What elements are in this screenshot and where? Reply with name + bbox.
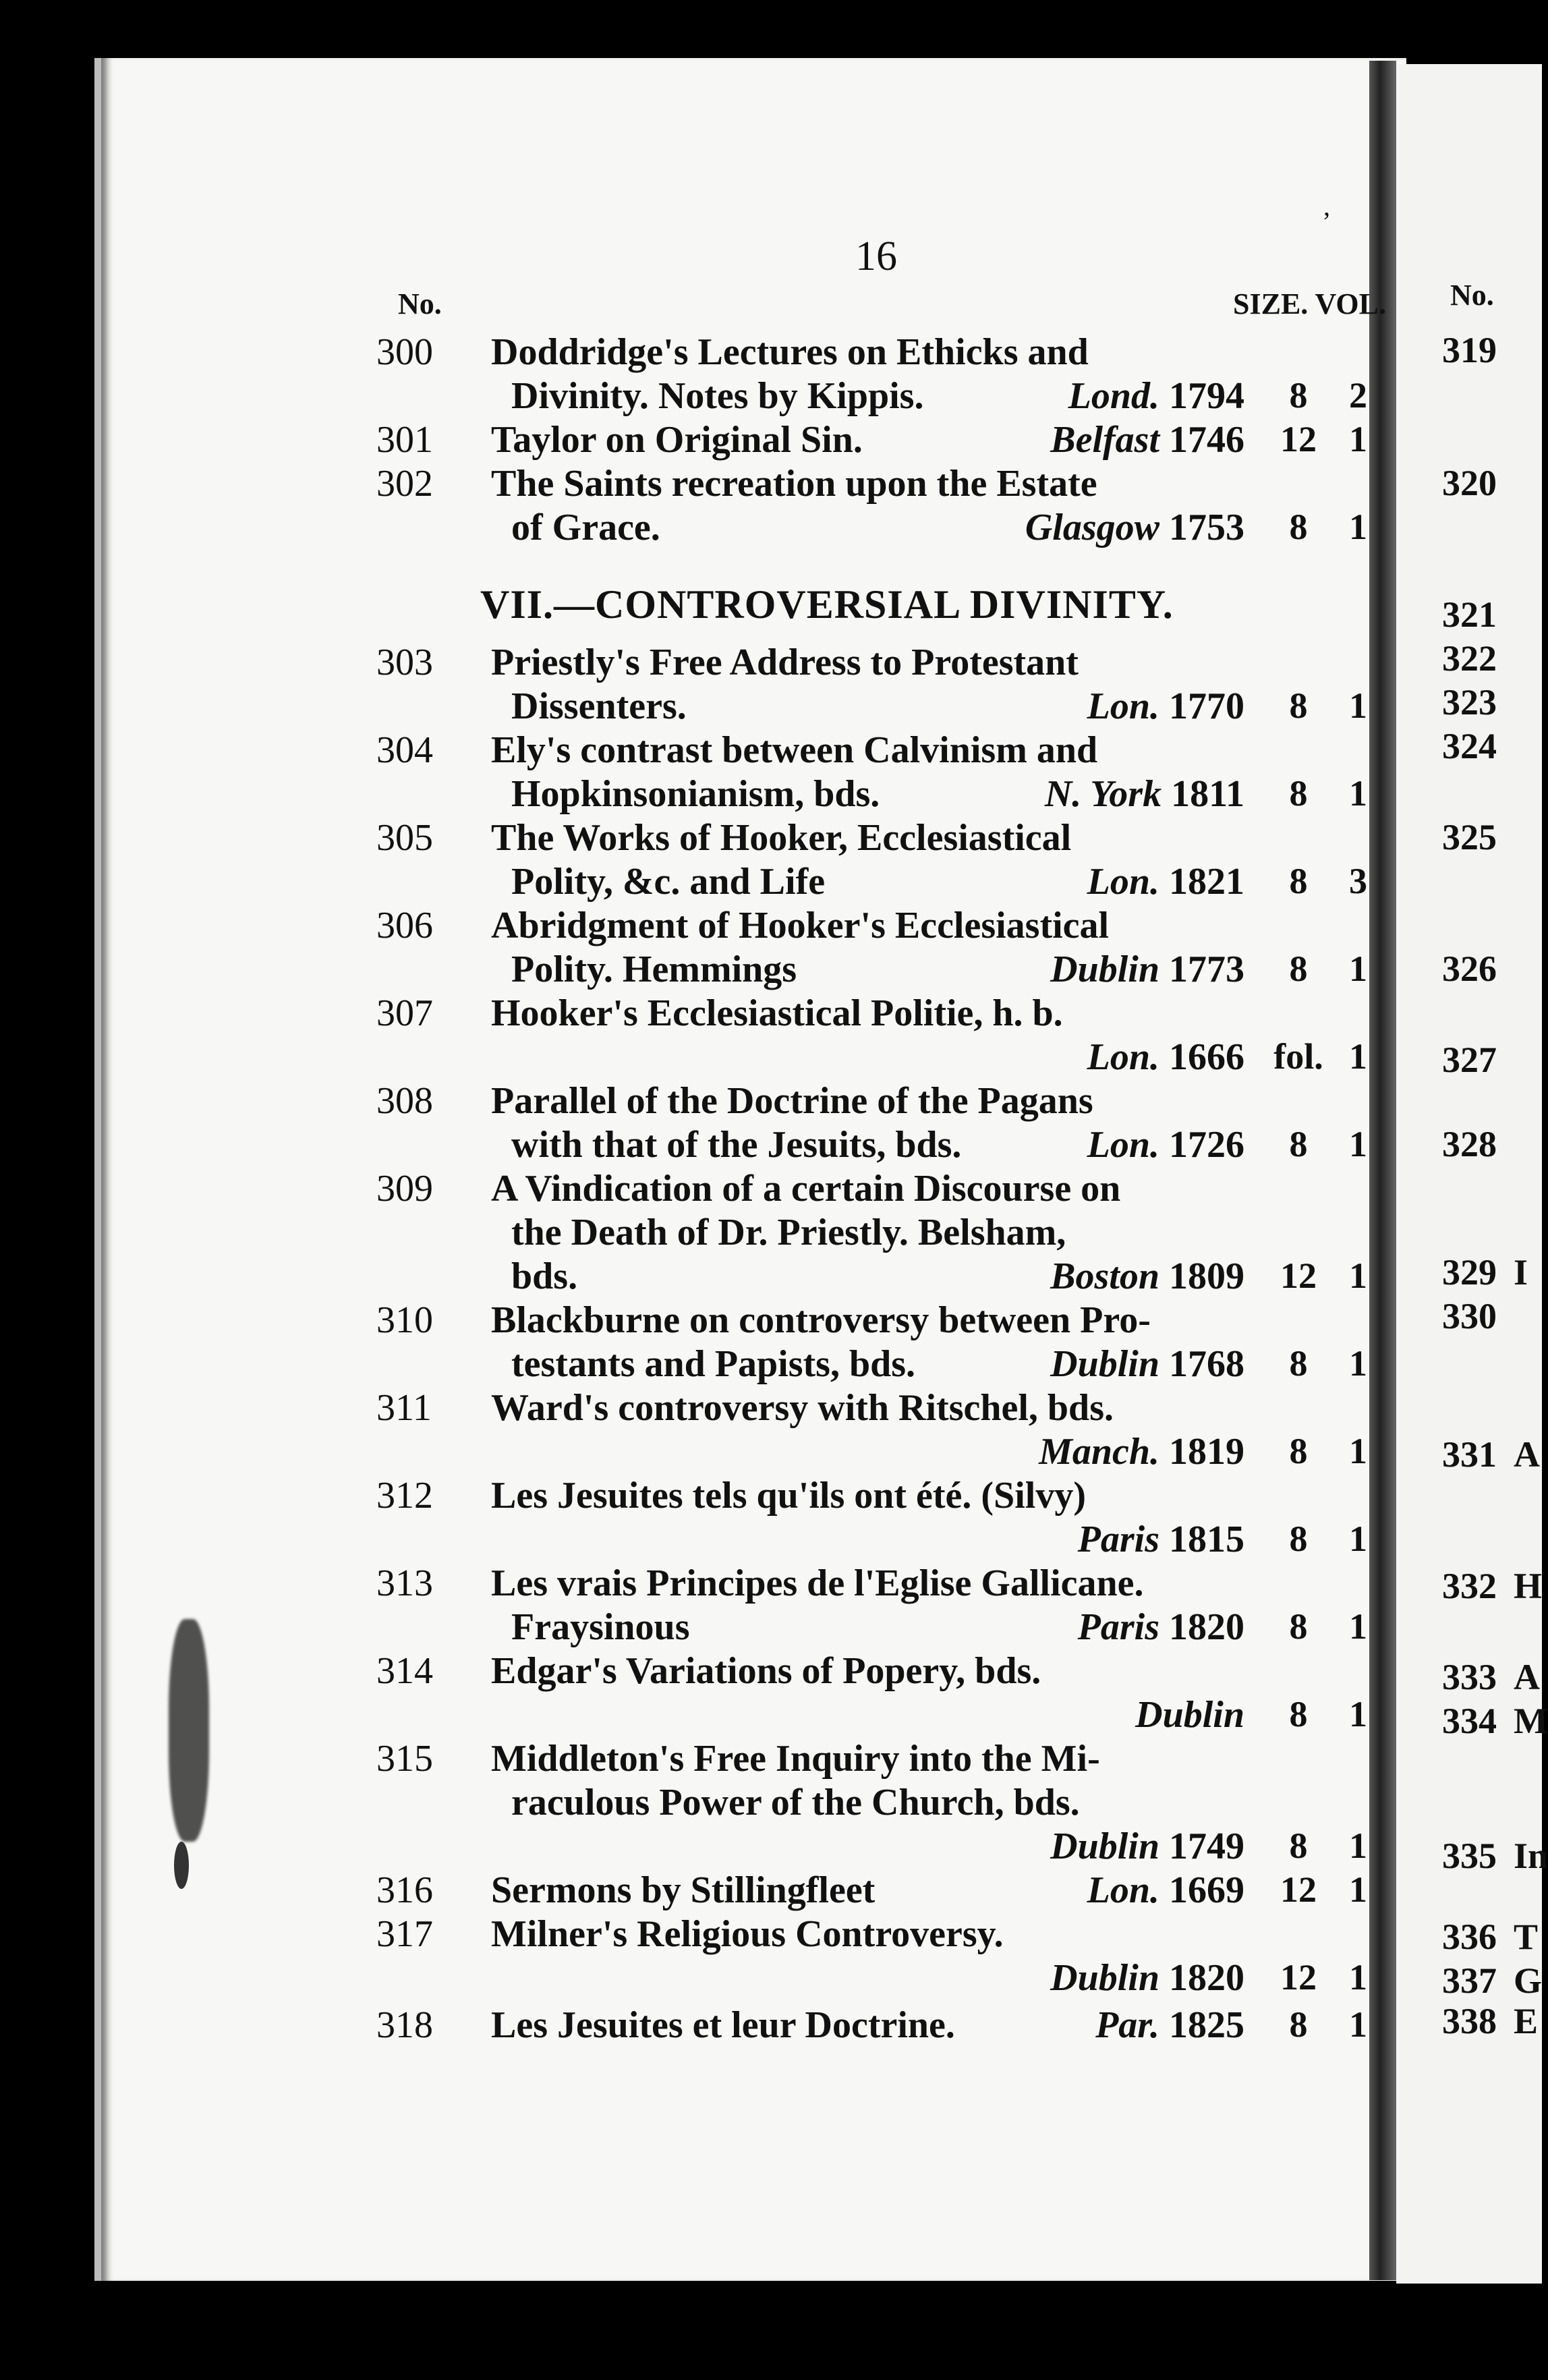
imprint-place: Belfast xyxy=(1050,419,1159,461)
entry-number: 305 xyxy=(376,817,433,859)
imprint-line xyxy=(1087,860,1244,903)
entry-title-line: Ely's contrast between Calvinism and xyxy=(491,729,1098,771)
imprint-year: 1669 xyxy=(1169,1869,1244,1911)
facing-entry-number: 327 xyxy=(1442,1040,1497,1080)
entry-title-line: Middleton's Free Inquiry into the Mi- xyxy=(491,1738,1100,1780)
imprint-year: 1825 xyxy=(1169,2004,1244,2046)
imprint-year: 1811 xyxy=(1171,773,1244,815)
size-column: 8 xyxy=(1289,375,1308,416)
facing-entry-number: 338 xyxy=(1442,2001,1497,2041)
vol-column: 1 xyxy=(1349,1036,1367,1077)
size-column: 8 xyxy=(1289,2004,1308,2045)
entry-number: 316 xyxy=(376,1869,433,1911)
entry-number: 310 xyxy=(376,1299,433,1341)
vol-column: 1 xyxy=(1349,948,1367,989)
size-column: 8 xyxy=(1289,1606,1308,1647)
size-column: fol. xyxy=(1273,1036,1323,1077)
imprint-year: 1819 xyxy=(1169,1431,1244,1473)
imprint-year: 1821 xyxy=(1169,861,1244,903)
facing-entry-fragment: H xyxy=(1514,1566,1543,1606)
imprint-place: N. York xyxy=(1044,773,1162,815)
entry-number: 315 xyxy=(376,1738,433,1780)
size-column: 8 xyxy=(1289,861,1308,901)
imprint-line xyxy=(1095,2004,1244,2047)
entry-number: 318 xyxy=(376,2004,433,2046)
imprint-place: Lon. xyxy=(1087,861,1159,903)
facing-entry-number: 319 xyxy=(1442,330,1497,370)
entry-title-line: with that of the Jesuits, bds. xyxy=(511,1124,962,1166)
imprint-place: Lond. xyxy=(1068,375,1159,417)
vol-column: 1 xyxy=(1349,1694,1367,1734)
entry-title-line: Parallel of the Doctrine of the Pagans xyxy=(491,1080,1093,1122)
size-column: 8 xyxy=(1289,1825,1308,1866)
vol-column: 1 xyxy=(1349,1124,1367,1164)
imprint-place: Dublin xyxy=(1135,1694,1244,1736)
entry-number: 301 xyxy=(376,419,433,461)
entry-title-line: The Works of Hooker, Ecclesiastical xyxy=(491,817,1072,859)
facing-entry-number: 324 xyxy=(1442,726,1497,766)
facing-entry-fragment: A xyxy=(1514,1657,1540,1697)
entry-title-line: the Death of Dr. Priestly. Belsham, xyxy=(511,1212,1066,1253)
entry-number: 309 xyxy=(376,1168,433,1210)
imprint-place: Glasgow xyxy=(1025,507,1159,548)
entry-title-line: raculous Power of the Church, bds. xyxy=(511,1782,1080,1823)
imprint-place: Boston xyxy=(1050,1255,1159,1297)
imprint-year: 1815 xyxy=(1169,1519,1244,1560)
entry-title-line: Les Jesuites et leur Doctrine. xyxy=(491,2004,955,2046)
entry-title-line: Les Jesuites tels qu'ils ont été. (Silvy) xyxy=(491,1475,1086,1517)
ink-stain xyxy=(169,1619,209,1842)
imprint-line xyxy=(1078,1606,1244,1649)
vol-column: 1 xyxy=(1349,419,1367,459)
facing-header-no: No. xyxy=(1450,279,1494,312)
entry-title-line: Dissenters. xyxy=(511,685,687,727)
facing-entry-number: 336 xyxy=(1442,1917,1497,1957)
imprint-line xyxy=(1039,1430,1244,1473)
entry-title-line: Sermons by Stillingfleet xyxy=(491,1869,876,1911)
imprint-line xyxy=(1078,1518,1244,1561)
imprint-line xyxy=(1050,1342,1244,1386)
entry-number: 306 xyxy=(376,905,433,946)
vol-column: 1 xyxy=(1349,1431,1367,1471)
facing-entry-fragment: A xyxy=(1514,1434,1540,1475)
facing-entry-number: 329 xyxy=(1442,1252,1497,1293)
entry-number: 317 xyxy=(376,1913,433,1955)
entry-title-line: testants and Papists, bds. xyxy=(511,1343,916,1385)
facing-entry-fragment: I xyxy=(1514,1252,1528,1293)
facing-entry-fragment: In xyxy=(1514,1836,1548,1876)
facing-entry-fragment: G xyxy=(1514,1960,1543,2001)
imprint-year: 1794 xyxy=(1169,375,1244,417)
imprint-place: Dublin xyxy=(1050,948,1159,990)
entry-title-line: of Grace. xyxy=(511,507,660,548)
imprint-line xyxy=(1087,1869,1244,1912)
imprint-year: 1746 xyxy=(1169,419,1244,461)
imprint-line xyxy=(1087,1036,1244,1079)
size-column: 8 xyxy=(1289,1694,1308,1734)
entry-title-line: Abridgment of Hooker's Ecclesiastical xyxy=(491,905,1110,946)
entry-title-line: Doddridge's Lectures on Ethicks and xyxy=(491,331,1089,373)
page-number: 16 xyxy=(855,233,897,279)
imprint-year: 1666 xyxy=(1169,1036,1244,1078)
ink-stain xyxy=(174,1842,189,1889)
vol-column: 1 xyxy=(1349,507,1367,547)
facing-entry-number: 320 xyxy=(1442,463,1497,503)
imprint-line xyxy=(1050,948,1244,991)
imprint-year: 1753 xyxy=(1169,507,1244,548)
imprint-place: Lon. xyxy=(1087,1036,1159,1078)
entry-title-line: A Vindication of a certain Discourse on xyxy=(491,1168,1121,1210)
imprint-place: Dublin xyxy=(1050,1825,1159,1867)
imprint-year: 1726 xyxy=(1169,1124,1244,1166)
size-column: 8 xyxy=(1289,685,1308,726)
size-column: 12 xyxy=(1280,1869,1317,1910)
entry-number: 300 xyxy=(376,331,433,373)
vol-column: 2 xyxy=(1349,375,1367,416)
imprint-year: 1768 xyxy=(1169,1343,1244,1385)
imprint-year: 1820 xyxy=(1169,1957,1244,1999)
facing-entry-number: 322 xyxy=(1442,638,1497,679)
imprint-line xyxy=(1050,418,1244,461)
vol-column: 1 xyxy=(1349,1255,1367,1296)
header-no: No. xyxy=(398,287,442,320)
imprint-year: 1809 xyxy=(1169,1255,1244,1297)
entry-title-line: bds. xyxy=(511,1255,578,1297)
entry-title-line: Edgar's Variations of Popery, bds. xyxy=(491,1650,1041,1692)
imprint-line xyxy=(1050,1825,1244,1868)
facing-entry-number: 323 xyxy=(1442,682,1497,722)
imprint-year: 1770 xyxy=(1169,685,1244,727)
facing-entry-number: 330 xyxy=(1442,1296,1497,1336)
entry-number: 313 xyxy=(376,1562,433,1604)
size-column: 8 xyxy=(1289,1124,1308,1164)
vol-column: 1 xyxy=(1349,685,1367,726)
entry-title-line: Les vrais Principes de l'Eglise Gallicane. xyxy=(491,1562,1144,1604)
entry-title-line: Fraysinous xyxy=(511,1606,690,1648)
imprint-place: Manch. xyxy=(1039,1431,1159,1473)
entry-number: 303 xyxy=(376,642,433,683)
entry-number: 307 xyxy=(376,992,433,1034)
entry-title-line: Milner's Religious Controversy. xyxy=(491,1913,1004,1955)
imprint-year: 1773 xyxy=(1169,948,1244,990)
vol-column: 1 xyxy=(1349,1869,1367,1910)
entry-title-line: Priestly's Free Address to Protestant xyxy=(491,642,1079,683)
facing-entry-number: 333 xyxy=(1442,1657,1497,1697)
imprint-line xyxy=(1135,1693,1244,1736)
imprint-place: Lon. xyxy=(1087,1869,1159,1911)
size-column: 8 xyxy=(1289,1431,1308,1471)
imprint-place: Dublin xyxy=(1050,1343,1159,1385)
entry-number: 312 xyxy=(376,1475,433,1517)
facing-entry-fragment: T xyxy=(1514,1917,1539,1957)
size-column: 8 xyxy=(1289,1343,1308,1384)
imprint-year: 1749 xyxy=(1169,1825,1244,1867)
size-column: 8 xyxy=(1289,948,1308,989)
vol-column: 3 xyxy=(1349,861,1367,901)
vol-column: 1 xyxy=(1349,1957,1367,1998)
facing-entry-number: 325 xyxy=(1442,817,1497,857)
entry-title-line: The Saints recreation upon the Estate xyxy=(491,463,1097,505)
entry-title-line: Divinity. Notes by Kippis. xyxy=(511,375,924,417)
imprint-line xyxy=(1025,506,1244,549)
imprint-place: Paris xyxy=(1077,1519,1159,1560)
imprint-line xyxy=(1050,1956,1244,2000)
size-column: 12 xyxy=(1280,419,1317,459)
facing-entry-fragment: E xyxy=(1514,2001,1539,2041)
vol-column: 1 xyxy=(1349,1519,1367,1559)
facing-entry-number: 326 xyxy=(1442,948,1497,989)
vol-column: 1 xyxy=(1349,1343,1367,1384)
vol-column: 1 xyxy=(1349,1825,1367,1866)
imprint-year: 1820 xyxy=(1169,1606,1244,1648)
size-column: 8 xyxy=(1289,507,1308,547)
facing-entry-number: 321 xyxy=(1442,594,1497,635)
entry-title-line: Polity. Hemmings xyxy=(511,948,797,990)
imprint-line xyxy=(1050,1255,1244,1298)
header-size-vol: SIZE. VOL. xyxy=(1233,287,1386,320)
imprint-line xyxy=(1068,374,1244,418)
imprint-line xyxy=(1087,1123,1244,1166)
facing-entry-number: 335 xyxy=(1442,1836,1497,1876)
size-column: 12 xyxy=(1280,1255,1317,1296)
entry-number: 302 xyxy=(376,463,433,505)
entry-title-line: Polity, &c. and Life xyxy=(511,861,826,903)
tick-mark: ʼ xyxy=(1322,206,1331,237)
vol-column: 1 xyxy=(1349,1606,1367,1647)
vol-column: 1 xyxy=(1349,2004,1367,2045)
facing-entry-number: 328 xyxy=(1442,1124,1497,1164)
entry-number: 304 xyxy=(376,729,433,771)
facing-entry-number: 332 xyxy=(1442,1566,1497,1606)
entry-number: 308 xyxy=(376,1080,433,1122)
facing-entry-fragment: M xyxy=(1514,1701,1548,1741)
size-column: 8 xyxy=(1289,1519,1308,1559)
section-title: VII.—CONTROVERSIAL DIVINITY. xyxy=(480,582,1174,627)
imprint-place: Paris xyxy=(1077,1606,1159,1648)
size-column: 12 xyxy=(1280,1957,1317,1998)
entry-title-line: Hooker's Ecclesiastical Politie, h. b. xyxy=(491,992,1063,1034)
vol-column: 1 xyxy=(1349,773,1367,814)
entry-number: 311 xyxy=(376,1387,432,1429)
book-gutter xyxy=(1369,61,1396,2280)
entry-title-line: Ward's controversy with Ritschel, bds. xyxy=(491,1387,1114,1429)
imprint-place: Lon. xyxy=(1087,1124,1159,1166)
imprint-place: Par. xyxy=(1095,2004,1159,2046)
imprint-line xyxy=(1087,685,1244,728)
entry-title-line: Blackburne on controversy between Pro- xyxy=(491,1299,1151,1341)
imprint-place: Dublin xyxy=(1050,1957,1159,1999)
imprint-place: Lon. xyxy=(1087,685,1159,727)
facing-entry-number: 334 xyxy=(1442,1701,1497,1741)
facing-entry-number: 337 xyxy=(1442,1960,1497,2001)
entry-title-line: Taylor on Original Sin. xyxy=(491,419,863,461)
imprint-line xyxy=(1045,772,1244,816)
facing-entry-number: 331 xyxy=(1442,1434,1497,1475)
entry-title-line: Hopkinsonianism, bds. xyxy=(511,773,880,815)
size-column: 8 xyxy=(1289,773,1308,814)
entry-number: 314 xyxy=(376,1650,433,1692)
